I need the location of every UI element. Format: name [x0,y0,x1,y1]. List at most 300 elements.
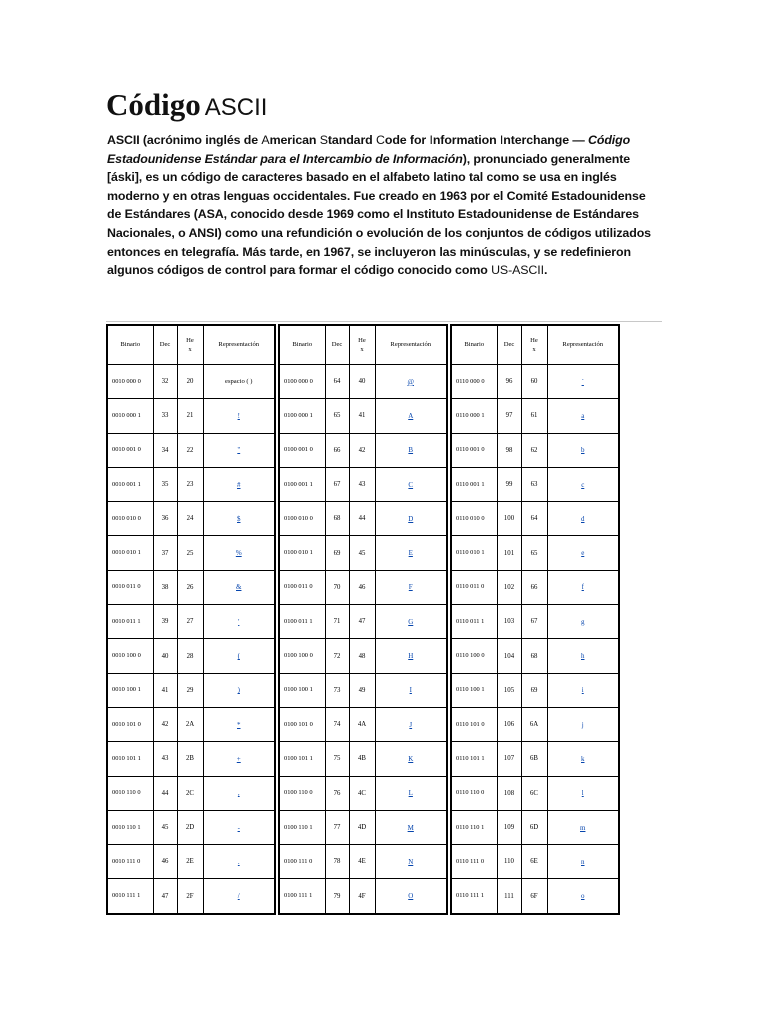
hex-cell: 4B [349,742,375,776]
character-link[interactable]: l [581,789,584,798]
rep-cell [547,502,619,536]
rep-cell [203,605,275,639]
intro-text: ), pronunciado generalmente [áski], es un código de caracteres basado en el alfabeto latino tal como se usa en inglés moderno y en otras lenguas occidentales. Fue creado en 1963 por el Comité Estadounidense de Estándares (ASA, conocido desde 1969 como el Instituto Estadounidense de Estándares Nacionales, o ANSI) como una refundición o evolución de los conjuntos de códigos utilizados entonces en telegrafía. Más tarde, en 1967, se incluyeron las minúsculas, y se redefinieron algunos códigos de control para formar el código conocido como [107,151,651,278]
binary-cell: 0100 100 0 [279,639,325,673]
character-link[interactable]: j [581,720,584,729]
character-link[interactable]: N [408,857,414,866]
table-row [279,365,447,399]
rep-cell [547,845,619,879]
dec-cell: 70 [325,570,349,604]
binary-cell: 0110 111 0 [451,845,497,879]
hex-cell: 2D [177,810,203,844]
dec-cell: 41 [153,673,177,707]
dec-cell: 34 [153,433,177,467]
binary-cell: 0010 011 0 [107,570,153,604]
character-link[interactable]: L [408,789,413,798]
character-link[interactable]: b [581,446,585,455]
character-link[interactable]: @ [407,377,414,386]
character-link[interactable]: + [236,754,241,763]
character-link[interactable]: D [408,514,414,523]
hex-cell: 60 [521,365,547,399]
binary-cell: 0100 110 0 [279,776,325,810]
hex-cell: 29 [177,673,203,707]
rep-cell [375,776,447,810]
intro-paragraph [107,131,663,280]
binary-cell: 0110 011 1 [451,605,497,639]
table-row [451,570,619,604]
intro-text: merican [269,133,320,147]
hex-cell: 25 [177,536,203,570]
binary-cell: 0010 011 1 [107,605,153,639]
header-hex: He x [177,325,203,365]
header-representacion: Representación [547,325,619,365]
rep-cell [203,673,275,707]
table-row [451,639,619,673]
character-link[interactable]: c [581,480,585,489]
binary-cell: 0010 001 1 [107,467,153,501]
binary-cell: 0100 110 1 [279,810,325,844]
rep-cell [203,399,275,433]
table-row [107,707,275,741]
rep-cell [375,365,447,399]
hex-cell: 22 [177,433,203,467]
dec-cell: 68 [325,502,349,536]
table-row [279,639,447,673]
header-dec: Dec [325,325,349,365]
dec-cell: 77 [325,810,349,844]
dec-cell: 74 [325,707,349,741]
binary-cell: 0100 000 0 [279,365,325,399]
intro-letter: C [376,133,385,147]
dec-cell: 71 [325,605,349,639]
hex-cell: 67 [521,605,547,639]
rep-cell [203,707,275,741]
intro-text: tandard [327,133,376,147]
table-row [451,742,619,776]
dec-cell: 42 [153,707,177,741]
character-link[interactable]: ( [237,652,240,661]
rep-cell [547,810,619,844]
dec-cell: 64 [325,365,349,399]
table-row [279,845,447,879]
table-row [451,605,619,639]
binary-cell: 0110 010 1 [451,536,497,570]
binary-cell: 0100 000 1 [279,399,325,433]
character-link[interactable]: e [581,549,585,558]
rep-cell [375,707,447,741]
hex-cell: 6D [521,810,547,844]
character-link[interactable]: E [408,549,413,558]
dec-cell: 69 [325,536,349,570]
dec-cell: 43 [153,742,177,776]
rep-cell [203,639,275,673]
character-link[interactable]: , [237,789,240,798]
binary-cell: 0110 111 1 [451,879,497,914]
hex-cell: 2F [177,879,203,914]
intro-letter: S [319,133,328,147]
binary-cell: 0110 010 0 [451,502,497,536]
character-link[interactable]: K [408,754,414,763]
table-row [279,570,447,604]
character-link[interactable]: $ [237,514,241,523]
table-row [279,605,447,639]
rep-cell [375,536,447,570]
header-hex: He x [521,325,547,365]
dec-cell: 96 [497,365,521,399]
dec-cell: 75 [325,742,349,776]
hex-cell: 23 [177,467,203,501]
us-ascii-link[interactable]: US-ASCII [491,263,544,278]
character-link[interactable]: d [581,514,585,523]
dec-cell: 106 [497,707,521,741]
binary-cell: 0010 000 1 [107,399,153,433]
dec-cell: 104 [497,639,521,673]
table-row [279,879,447,914]
dec-cell: 78 [325,845,349,879]
hex-cell: 63 [521,467,547,501]
hex-cell: 6C [521,776,547,810]
table-row [451,673,619,707]
hex-cell: 27 [177,605,203,639]
table-row [279,502,447,536]
rep-cell [547,536,619,570]
rep-cell [203,845,275,879]
hex-cell: 21 [177,399,203,433]
character-link[interactable]: J [409,720,413,729]
character-link[interactable]: i [581,686,584,695]
dec-cell: 99 [497,467,521,501]
binary-cell: 0010 111 1 [107,879,153,914]
rep-cell [547,433,619,467]
table-row [107,536,275,570]
binary-cell: 0100 100 1 [279,673,325,707]
character-link[interactable]: * [237,720,241,729]
character-link[interactable]: A [408,411,414,420]
table-row [451,399,619,433]
dec-cell: 110 [497,845,521,879]
dec-cell: 72 [325,639,349,673]
table-header-row [107,325,275,365]
hex-cell: 4D [349,810,375,844]
binary-cell: 0010 100 0 [107,639,153,673]
character-link[interactable]: a [581,411,585,420]
binary-cell: 0100 101 0 [279,707,325,741]
character-link[interactable]: M [407,823,414,832]
rep-cell [375,845,447,879]
header-dec: Dec [153,325,177,365]
dec-cell: 102 [497,570,521,604]
hex-cell: 26 [177,570,203,604]
dec-cell: 98 [497,433,521,467]
rep-cell [203,365,275,399]
table-row [279,536,447,570]
table-row [107,502,275,536]
table-row [451,845,619,879]
hex-cell: 6B [521,742,547,776]
binary-cell: 0010 001 0 [107,433,153,467]
binary-cell: 0110 100 0 [451,639,497,673]
hex-cell: 6F [521,879,547,914]
hex-cell: 4E [349,845,375,879]
dec-cell: 32 [153,365,177,399]
rep-cell [547,365,619,399]
character-link[interactable]: " [237,446,241,455]
dec-cell: 45 [153,810,177,844]
hex-cell: 24 [177,502,203,536]
dec-cell: 46 [153,845,177,879]
dec-cell: 44 [153,776,177,810]
binary-cell: 0010 110 0 [107,776,153,810]
character-link[interactable]: % [235,549,242,558]
intro-italic: Código Estadounidense Estándar para el Intercambio de Información [107,133,631,166]
dec-cell: 67 [325,467,349,501]
dec-cell: 107 [497,742,521,776]
character-link[interactable]: f [581,583,584,592]
hex-cell: 2C [177,776,203,810]
header-representacion: Representación [203,325,275,365]
ascii-table-3 [450,324,620,915]
dec-cell: 40 [153,639,177,673]
character-link[interactable]: F [408,583,413,592]
table-row [279,467,447,501]
rep-cell [203,742,275,776]
table-row [107,365,275,399]
header-dec: Dec [497,325,521,365]
binary-cell: 0100 111 0 [279,845,325,879]
table-row [451,776,619,810]
dec-cell: 39 [153,605,177,639]
character-link[interactable]: n [581,857,585,866]
binary-cell: 0100 011 0 [279,570,325,604]
hex-cell: 28 [177,639,203,673]
rep-cell [203,879,275,914]
character-link[interactable]: k [581,754,585,763]
hex-cell: 45 [349,536,375,570]
binary-cell: 0110 101 0 [451,707,497,741]
character-link[interactable]: . [237,857,240,866]
binary-cell: 0010 010 1 [107,536,153,570]
title-rest: ASCII [204,94,268,121]
header-binario: Binario [279,325,325,365]
dec-cell: 47 [153,879,177,914]
hex-cell: 61 [521,399,547,433]
intro-text: . [543,263,548,278]
table-row [107,879,275,914]
character-link[interactable]: ) [237,686,240,695]
page-title [106,86,267,123]
dec-cell: 38 [153,570,177,604]
hex-cell: 42 [349,433,375,467]
hex-cell: 4A [349,707,375,741]
rep-cell [547,467,619,501]
table-row [279,742,447,776]
rep-cell [375,810,447,844]
binary-cell: 0010 101 1 [107,742,153,776]
table-row [451,536,619,570]
binary-cell: 0100 111 1 [279,879,325,914]
character-link[interactable]: B [408,446,414,455]
hex-cell: 66 [521,570,547,604]
rep-cell [547,673,619,707]
binary-cell: 0110 000 1 [451,399,497,433]
binary-cell: 0100 001 0 [279,433,325,467]
binary-cell: 0010 000 0 [107,365,153,399]
divider [106,321,662,322]
intro-letter: I [429,133,433,147]
binary-cell: 0010 100 1 [107,673,153,707]
rep-cell [203,776,275,810]
rep-cell [375,467,447,501]
binary-cell: 0100 011 1 [279,605,325,639]
character-link[interactable]: o [581,892,585,901]
table-row [451,433,619,467]
character-link[interactable]: ' [238,617,240,626]
binary-cell: 0100 101 1 [279,742,325,776]
rep-cell [375,673,447,707]
dec-cell: 105 [497,673,521,707]
intro-text: ASCII (acrónimo inglés de [107,133,262,147]
ascii-table-1 [106,324,276,915]
character-link[interactable]: m [580,823,586,832]
character-link[interactable]: / [237,892,240,901]
dec-cell: 108 [497,776,521,810]
rep-cell [203,467,275,501]
dec-cell: 36 [153,502,177,536]
binary-cell: 0010 101 0 [107,707,153,741]
hex-cell: 40 [349,365,375,399]
hex-cell: 4C [349,776,375,810]
character-link[interactable]: O [408,892,414,901]
dec-cell: 79 [325,879,349,914]
binary-cell: 0110 001 1 [451,467,497,501]
rep-cell [375,570,447,604]
title-bold: Código [106,87,201,122]
hex-cell: 4F [349,879,375,914]
dec-cell: 111 [497,879,521,914]
rep-cell [375,502,447,536]
binary-cell: 0110 110 0 [451,776,497,810]
rep-cell [203,536,275,570]
rep-cell [375,879,447,914]
binary-cell: 0100 001 1 [279,467,325,501]
intro-text: nformation [432,133,500,147]
dec-cell: 101 [497,536,521,570]
binary-cell: 0100 010 0 [279,502,325,536]
table-row [279,707,447,741]
dec-cell: 109 [497,810,521,844]
rep-cell [203,433,275,467]
table-row [107,845,275,879]
rep-cell [375,399,447,433]
hex-cell: 47 [349,605,375,639]
binary-cell: 0010 110 1 [107,810,153,844]
table-row [279,810,447,844]
character-link[interactable]: - [237,823,240,832]
table-header-row [451,325,619,365]
binary-cell: 0100 010 1 [279,536,325,570]
table-row [451,810,619,844]
rep-cell [547,879,619,914]
character-link[interactable]: I [409,686,412,695]
table-header-row [279,325,447,365]
intro-letter: I [499,133,504,147]
hex-cell: 6E [521,845,547,879]
dec-cell: 103 [497,605,521,639]
hex-cell: 46 [349,570,375,604]
ascii-table-2 [278,324,448,915]
dec-cell: 100 [497,502,521,536]
hex-cell: 64 [521,502,547,536]
character-link[interactable]: C [408,480,414,489]
dec-cell: 76 [325,776,349,810]
header-binario: Binario [107,325,153,365]
character-link[interactable]: H [408,652,414,661]
dec-cell: 65 [325,399,349,433]
table-row [279,433,447,467]
rep-cell [203,810,275,844]
table-row [107,742,275,776]
hex-cell: 68 [521,639,547,673]
character-link[interactable]: ` [581,377,584,386]
character-link[interactable]: & [236,583,242,592]
table-row [107,673,275,707]
hex-cell: 65 [521,536,547,570]
dec-cell: 33 [153,399,177,433]
rep-cell [203,502,275,536]
table-row [107,570,275,604]
table-row [107,776,275,810]
character-link[interactable]: ! [237,411,240,420]
binary-cell: 0110 110 1 [451,810,497,844]
intro-text: nterchange — [503,133,588,147]
character-link[interactable]: # [237,480,241,489]
table-row [451,365,619,399]
hex-cell: 49 [349,673,375,707]
rep-cell [547,570,619,604]
hex-cell: 20 [177,365,203,399]
hex-cell: 69 [521,673,547,707]
table-row [279,673,447,707]
table-row [107,639,275,673]
table-row [107,605,275,639]
rep-cell [547,707,619,741]
binary-cell: 0110 000 0 [451,365,497,399]
hex-cell: 41 [349,399,375,433]
character-link[interactable]: G [408,617,414,626]
character-link[interactable]: g [581,617,585,626]
binary-cell: 0110 101 1 [451,742,497,776]
binary-cell: 0110 001 0 [451,433,497,467]
rep-cell [547,605,619,639]
header-representacion: Representación [375,325,447,365]
character-link[interactable]: h [581,652,585,661]
dec-cell: 35 [153,467,177,501]
header-binario: Binario [451,325,497,365]
rep-cell [547,639,619,673]
rep-cell [375,639,447,673]
rep-cell [547,742,619,776]
hex-cell: 6A [521,707,547,741]
dec-cell: 97 [497,399,521,433]
rep-cell [375,742,447,776]
table-row [451,467,619,501]
rep-cell [375,605,447,639]
table-row [451,707,619,741]
binary-cell: 0010 111 0 [107,845,153,879]
rep-cell [375,433,447,467]
table-row [279,776,447,810]
character-label: espacio ( ) [225,378,253,386]
